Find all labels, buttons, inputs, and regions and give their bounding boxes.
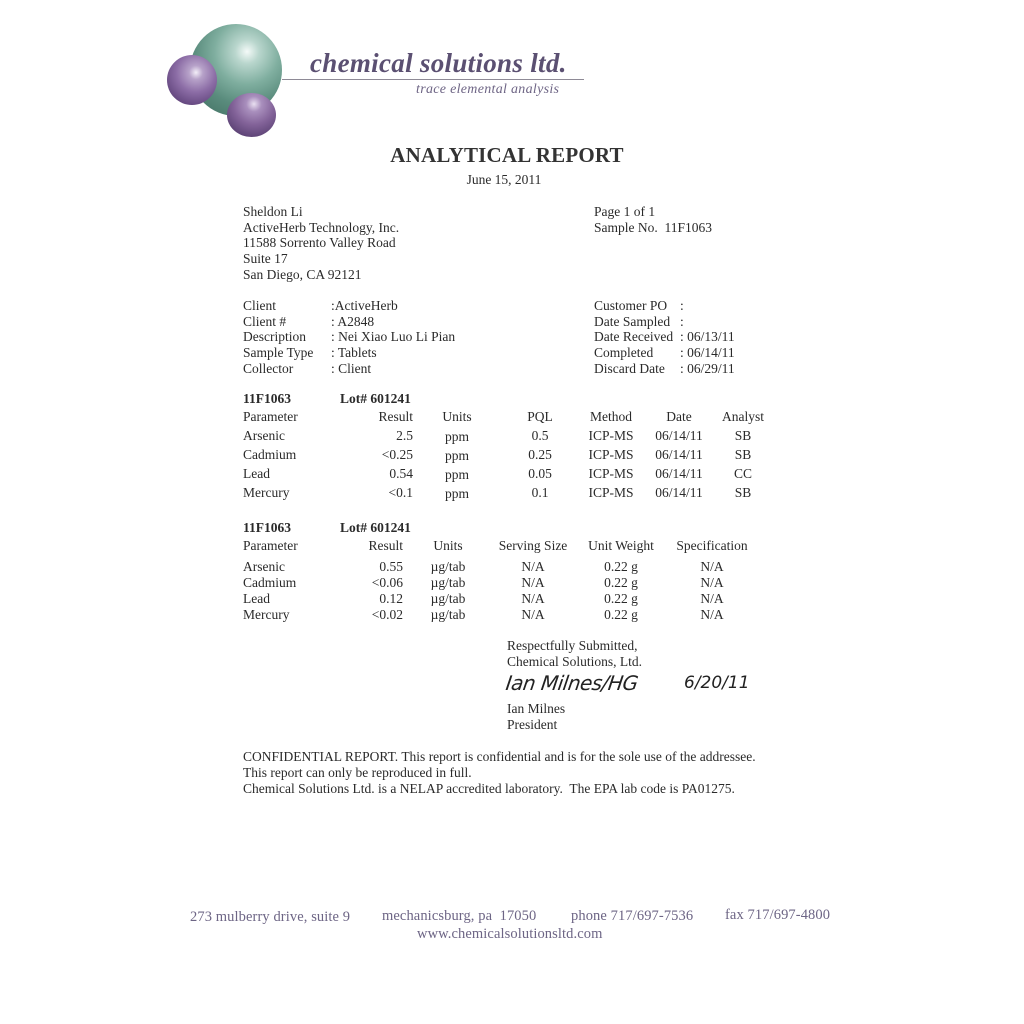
cell-specification: N/A bbox=[700, 591, 724, 606]
column-header: Result bbox=[368, 538, 403, 553]
cell-pql: 0.5 bbox=[531, 428, 549, 443]
cell-parameter: Mercury bbox=[243, 485, 290, 500]
report-date: June 15, 2011 bbox=[466, 172, 542, 187]
recipient-city: San Diego, CA 92121 bbox=[243, 266, 362, 282]
cell-units: ppm bbox=[444, 429, 469, 444]
info-label: Client bbox=[243, 298, 276, 313]
info-value: :ActiveHerb bbox=[331, 298, 398, 313]
cell-specification: N/A bbox=[700, 559, 724, 574]
footer-fax: fax 717/697-4800 bbox=[725, 907, 831, 923]
info-row-sample-type bbox=[243, 345, 455, 361]
signer bbox=[507, 701, 565, 733]
info-label: Date Received bbox=[594, 329, 674, 345]
cell-result: <0.02 bbox=[371, 607, 403, 622]
sample-number: Sample No. 11F1063 bbox=[594, 219, 712, 235]
cell-result: 2.5 bbox=[396, 428, 413, 443]
cell-method: ICP-MS bbox=[588, 428, 634, 443]
company-name: chemical solutions ltd. bbox=[310, 48, 567, 78]
cell-parameter: Arsenic bbox=[243, 559, 285, 574]
cell-specification: N/A bbox=[700, 575, 724, 590]
info-label: Client # bbox=[243, 313, 287, 329]
cell-pql: 0.25 bbox=[528, 447, 552, 462]
cell-unit-weight: 0.22 g bbox=[604, 559, 638, 574]
cell-serving-size: N/A bbox=[521, 575, 545, 590]
table-lot-number: Lot# 601241 bbox=[340, 391, 411, 406]
cell-pql: 0.05 bbox=[528, 466, 552, 481]
cell-date: 06/14/11 bbox=[655, 428, 703, 443]
cell-units: ppm bbox=[444, 467, 469, 482]
cell-result: 0.55 bbox=[379, 559, 403, 574]
info-value: : Client bbox=[331, 360, 372, 376]
column-header: Unit Weight bbox=[588, 538, 654, 553]
info-label: Sample Type bbox=[243, 345, 314, 361]
cell-method: ICP-MS bbox=[588, 447, 634, 462]
cell-parameter: Mercury bbox=[243, 607, 290, 622]
cell-pql: 0.1 bbox=[531, 485, 549, 500]
footer-phone: phone 717/697-7536 bbox=[571, 908, 694, 924]
cell-analyst: SB bbox=[734, 447, 752, 462]
column-header: Result bbox=[378, 409, 413, 424]
cell-analyst: CC bbox=[733, 466, 752, 481]
handwritten-signature: Ian Milnes/HG bbox=[504, 671, 640, 695]
info-value: : bbox=[680, 298, 684, 313]
cell-parameter: Cadmium bbox=[243, 575, 297, 590]
table-lot-number: Lot# 601241 bbox=[340, 520, 411, 535]
column-header: Specification bbox=[676, 538, 748, 553]
cell-units: µg/tab bbox=[430, 559, 466, 574]
info-value: : 06/13/11 bbox=[680, 329, 735, 345]
recipient-suite: Suite 17 bbox=[243, 251, 288, 267]
info-row-discard-date bbox=[594, 361, 735, 377]
cell-date: 06/14/11 bbox=[655, 447, 703, 462]
info-row-completed bbox=[594, 345, 735, 361]
info-label: Date Sampled bbox=[594, 313, 671, 329]
column-header: PQL bbox=[527, 409, 553, 424]
cell-result: <0.06 bbox=[371, 575, 403, 590]
info-label: Discard Date bbox=[594, 360, 665, 376]
info-value: : bbox=[680, 313, 684, 329]
info-value: : Nei Xiao Luo Li Pian bbox=[331, 329, 456, 345]
cell-unit-weight: 0.22 g bbox=[604, 591, 638, 606]
company-tagline: trace elemental analysis bbox=[416, 82, 560, 97]
cell-date: 06/14/11 bbox=[655, 485, 703, 500]
brand-divider bbox=[282, 79, 584, 80]
info-label: Description bbox=[243, 329, 306, 345]
confidential-notice bbox=[243, 749, 756, 797]
cell-units: µg/tab bbox=[430, 607, 466, 622]
cell-units: µg/tab bbox=[430, 575, 466, 590]
cell-result: 0.12 bbox=[379, 591, 403, 606]
column-header: Units bbox=[433, 538, 463, 553]
cell-result: <0.1 bbox=[388, 485, 413, 500]
cell-result: <0.25 bbox=[381, 447, 413, 462]
cell-serving-size: N/A bbox=[521, 607, 545, 622]
footer-address: 273 mulberry drive, suite 9 bbox=[190, 909, 351, 925]
footer-city: mechanicsburg, pa 17050 bbox=[382, 908, 537, 924]
table-sample-id: 11F1063 bbox=[243, 520, 292, 535]
cell-parameter: Lead bbox=[243, 591, 270, 606]
cell-serving-size: N/A bbox=[521, 591, 545, 606]
column-header: Parameter bbox=[243, 538, 298, 553]
info-value: : 06/14/11 bbox=[680, 345, 735, 361]
cell-parameter: Arsenic bbox=[243, 428, 285, 443]
signoff-block bbox=[507, 638, 642, 670]
info-row-collector bbox=[243, 361, 455, 377]
info-value: : Tablets bbox=[331, 345, 377, 361]
cell-units: ppm bbox=[444, 486, 469, 501]
cell-unit-weight: 0.22 g bbox=[604, 607, 638, 622]
info-label: Completed bbox=[594, 345, 654, 361]
table-sample-id: 11F1063 bbox=[243, 391, 292, 406]
cell-date: 06/14/11 bbox=[655, 466, 703, 481]
logo-sphere-purple-left bbox=[167, 55, 217, 105]
info-row-client-number bbox=[243, 314, 455, 330]
cell-parameter: Lead bbox=[243, 466, 270, 481]
info-row-client bbox=[243, 298, 455, 314]
accreditation-line: Chemical Solutions Ltd. is a NELAP accredited laboratory. The EPA lab code is PA01275. bbox=[243, 781, 735, 796]
info-value: : 06/29/11 bbox=[680, 360, 735, 376]
cell-analyst: SB bbox=[734, 485, 752, 500]
recipient-street: 11588 Sorrento Valley Road bbox=[243, 235, 396, 251]
footer-website-link[interactable]: www.chemicalsolutionsltd.com bbox=[417, 926, 603, 942]
info-row-date-received bbox=[594, 329, 735, 345]
report-title: ANALYTICAL REPORT bbox=[390, 143, 624, 167]
cell-units: µg/tab bbox=[430, 591, 466, 606]
client-info bbox=[243, 298, 455, 376]
info-value: : A2848 bbox=[331, 313, 375, 329]
cell-specification: N/A bbox=[700, 607, 724, 622]
cell-result: 0.54 bbox=[389, 466, 413, 481]
order-info bbox=[594, 298, 735, 376]
cell-method: ICP-MS bbox=[588, 466, 634, 481]
confidential-line: CONFIDENTIAL REPORT. This report is confidential and is for the sole use of the addressee. bbox=[243, 749, 756, 764]
signoff-company: Chemical Solutions, Ltd. bbox=[507, 654, 642, 669]
recipient-name: Sheldon Li bbox=[243, 204, 303, 219]
cell-method: ICP-MS bbox=[588, 485, 634, 500]
column-header: Units bbox=[442, 409, 472, 424]
cell-units: ppm bbox=[444, 448, 469, 463]
column-header: Serving Size bbox=[498, 538, 568, 553]
cell-parameter: Cadmium bbox=[243, 447, 297, 462]
column-header: Parameter bbox=[243, 409, 298, 424]
recipient-company: ActiveHerb Technology, Inc. bbox=[243, 219, 400, 235]
info-row-customer-po bbox=[594, 298, 735, 314]
column-header: Analyst bbox=[722, 409, 764, 424]
column-header: Method bbox=[590, 409, 632, 424]
info-label: Customer PO bbox=[594, 298, 668, 313]
confidential-line: This report can only be reproduced in full. bbox=[243, 765, 472, 780]
signer-role: President bbox=[507, 717, 558, 732]
page-info bbox=[594, 204, 712, 235]
info-row-date-sampled bbox=[594, 314, 735, 330]
signoff-closing: Respectfully Submitted, bbox=[507, 638, 638, 653]
info-label: Collector bbox=[243, 360, 294, 376]
recipient-address bbox=[243, 204, 399, 282]
cell-serving-size: N/A bbox=[521, 559, 545, 574]
signer-name: Ian Milnes bbox=[507, 701, 566, 716]
info-row-description bbox=[243, 329, 455, 345]
signature-date: 6/20/11 bbox=[684, 673, 750, 693]
cell-analyst: SB bbox=[734, 428, 752, 443]
logo-sphere-purple-bottom bbox=[227, 93, 276, 137]
cell-unit-weight: 0.22 g bbox=[604, 575, 638, 590]
column-header: Date bbox=[666, 409, 692, 424]
page-number: Page 1 of 1 bbox=[594, 204, 656, 219]
